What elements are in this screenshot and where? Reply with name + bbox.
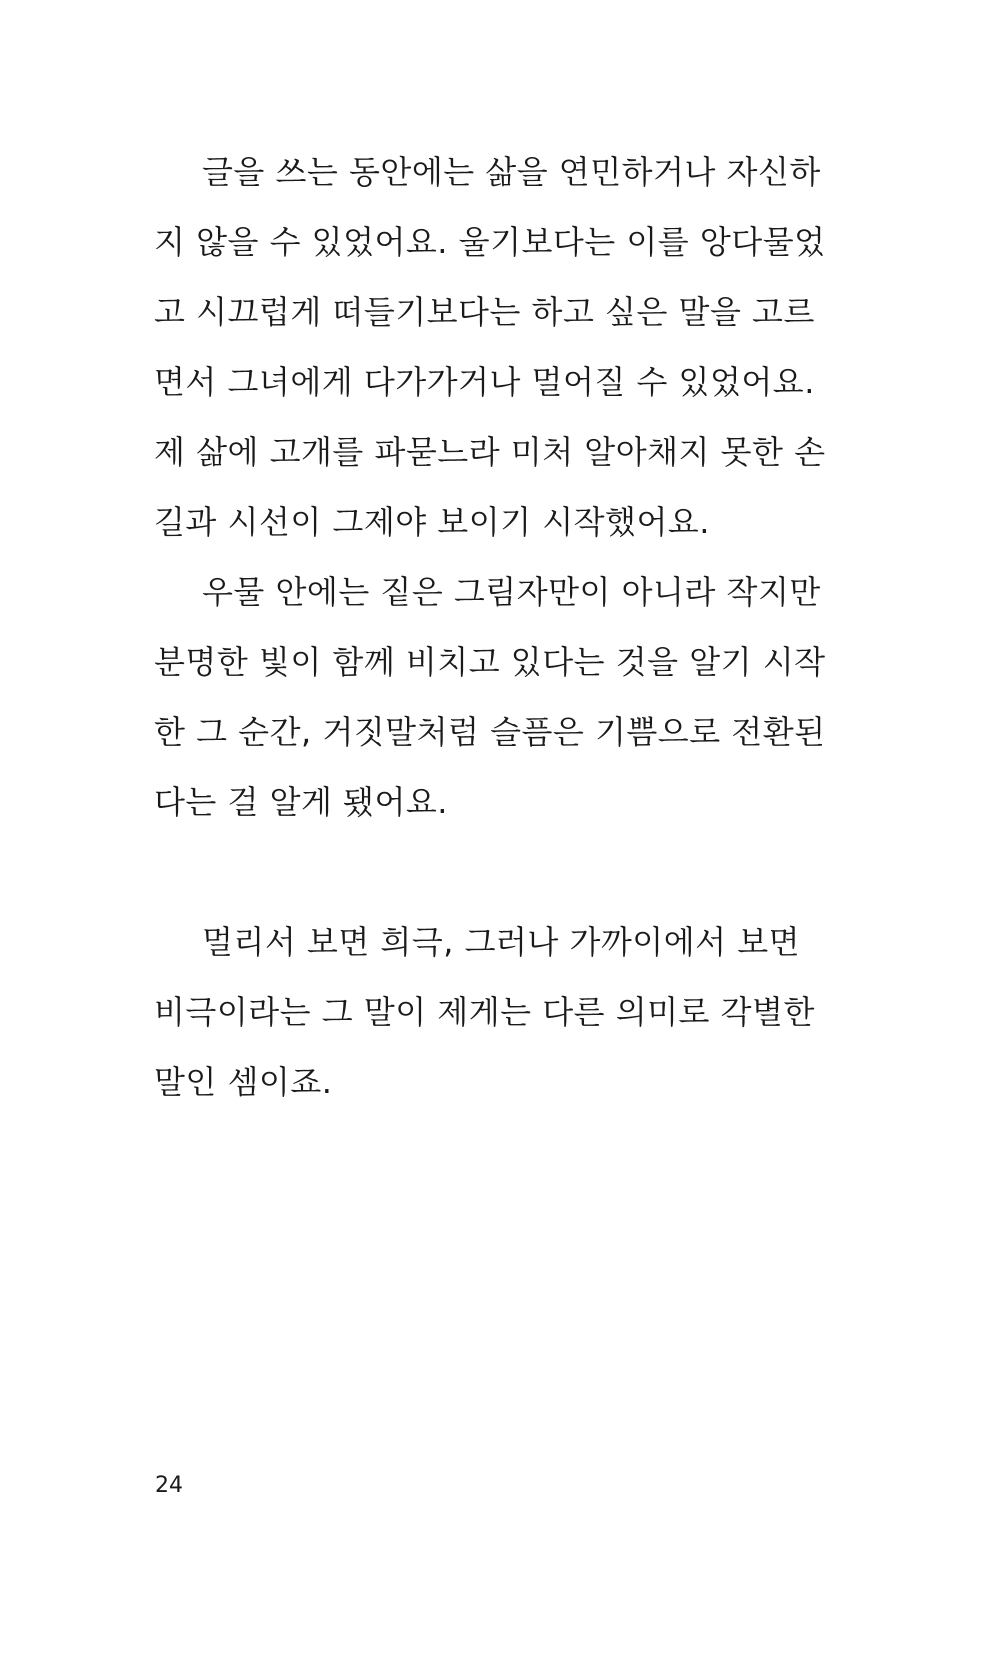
text-line: 길과 시선이 그제야 보이기 시작했어요. — [154, 503, 710, 541]
paragraph-gap — [154, 837, 794, 907]
text-line: 말인 셈이죠. — [154, 1063, 333, 1101]
paragraph-1 — [154, 137, 826, 557]
text-line: 분명한 빛이 함께 비치고 있다는 것을 알기 시작 — [154, 643, 826, 681]
text-line: 면서 그녀에게 다가가거나 멀어질 수 있었어요. — [154, 363, 815, 401]
text-line: 한 그 순간, 거짓말처럼 슬픔은 기쁨으로 전환된 — [154, 713, 826, 751]
text-line: 지 않을 수 있었어요. 울기보다는 이를 앙다물었 — [154, 223, 826, 261]
text-line: 우물 안에는 짙은 그림자만이 아니라 작지만 — [202, 573, 821, 611]
body-text — [154, 137, 826, 1117]
text-line: 다는 걸 알게 됐어요. — [154, 783, 448, 821]
text-line: 멀리서 보면 희극, 그러나 가까이에서 보면 — [202, 923, 801, 961]
page-number: 24 — [155, 1473, 183, 1498]
paragraph-2 — [154, 557, 826, 837]
text-line: 비극이라는 그 말이 제게는 다른 의미로 각별한 — [154, 993, 815, 1031]
text-line: 고 시끄럽게 떠들기보다는 하고 싶은 말을 고르 — [154, 293, 815, 331]
paragraph-3 — [154, 907, 815, 1117]
text-line: 제 삶에 고개를 파묻느라 미처 알아채지 못한 손 — [154, 433, 826, 471]
text-line: 글을 쓰는 동안에는 삶을 연민하거나 자신하 — [202, 153, 821, 191]
